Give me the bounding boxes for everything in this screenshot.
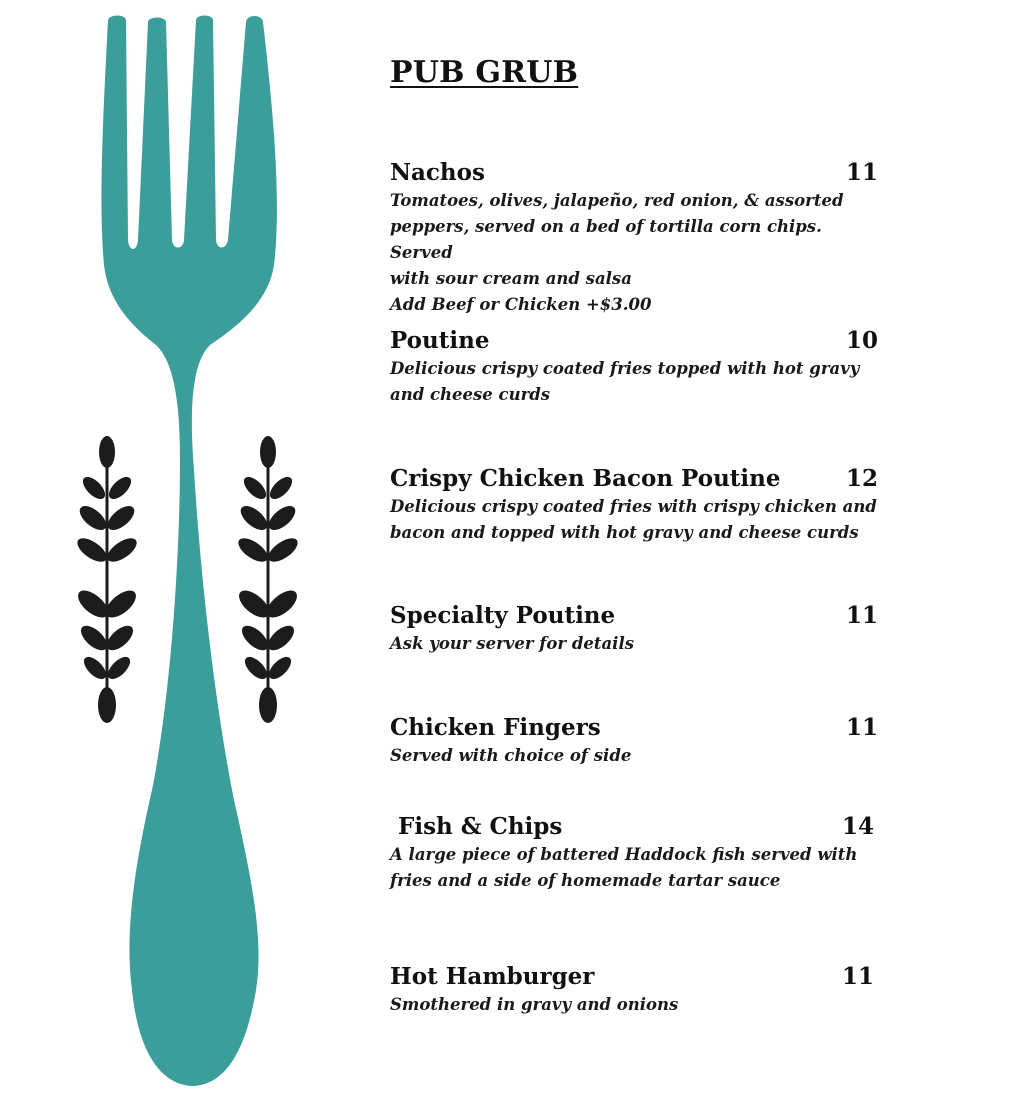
menu-title: PUB GRUB bbox=[390, 55, 579, 90]
menu-item-description: Tomatoes, olives, jalapeño, red onion, & assorted peppers, served on a bed of tortilla corn chips. Served with sour cream and salsa Add Beef or Chicken +$3.00 bbox=[390, 191, 844, 314]
menu-item-price: 11 bbox=[845, 159, 878, 186]
menu-item-fish-and-chips bbox=[390, 812, 878, 894]
menu-item-header bbox=[390, 713, 882, 743]
menu-item-name: Poutine bbox=[390, 327, 490, 354]
menu-item-description: Delicious crispy coated fries with crispy chicken and bacon and topped with hot gravy and cheese curds bbox=[390, 497, 877, 542]
menu-section bbox=[390, 55, 890, 1014]
menu-item-header bbox=[390, 962, 878, 992]
menu-item-header bbox=[390, 326, 882, 356]
menu-item-price: 11 bbox=[845, 714, 878, 741]
menu-item-price: 10 bbox=[845, 327, 878, 354]
menu-item-price: 11 bbox=[841, 963, 874, 990]
menu-item-description: A large piece of battered Haddock fish served with fries and a side of homemade tartar sauce bbox=[390, 845, 858, 890]
menu-item-name: Crispy Chicken Bacon Poutine bbox=[390, 465, 781, 492]
menu-item-crispy-chicken-bacon-poutine bbox=[390, 464, 882, 546]
menu-item-price: 11 bbox=[845, 602, 878, 629]
menu-item-header bbox=[390, 464, 882, 494]
menu-item-name: Fish & Chips bbox=[390, 813, 563, 840]
menu-item-name: Hot Hamburger bbox=[390, 963, 595, 990]
menu-item-chicken-fingers bbox=[390, 713, 882, 769]
menu-item-header bbox=[390, 812, 878, 842]
menu-item-description: Smothered in gravy and onions bbox=[390, 995, 679, 1014]
leaf-sprig-icon bbox=[234, 436, 301, 723]
menu-item-header bbox=[390, 601, 882, 631]
leaf-sprig-icon bbox=[73, 436, 140, 723]
menu-item-name: Nachos bbox=[390, 159, 485, 186]
menu-item-nachos bbox=[390, 158, 882, 318]
menu-item-price: 12 bbox=[845, 465, 878, 492]
menu-item-hot-hamburger bbox=[390, 962, 878, 1018]
menu-item-description: Delicious crispy coated fries topped with hot gravy and cheese curds bbox=[390, 359, 860, 404]
menu-item-poutine bbox=[390, 326, 882, 408]
menu-item-header bbox=[390, 158, 882, 188]
menu-item-name: Chicken Fingers bbox=[390, 714, 601, 741]
decorative-artwork bbox=[0, 0, 360, 1112]
menu-item-description: Served with choice of side bbox=[390, 746, 632, 765]
menu-item-description: Ask your server for details bbox=[390, 634, 635, 653]
menu-item-price: 14 bbox=[841, 813, 874, 840]
menu-item-specialty-poutine bbox=[390, 601, 882, 657]
menu-item-name: Specialty Poutine bbox=[390, 602, 616, 629]
